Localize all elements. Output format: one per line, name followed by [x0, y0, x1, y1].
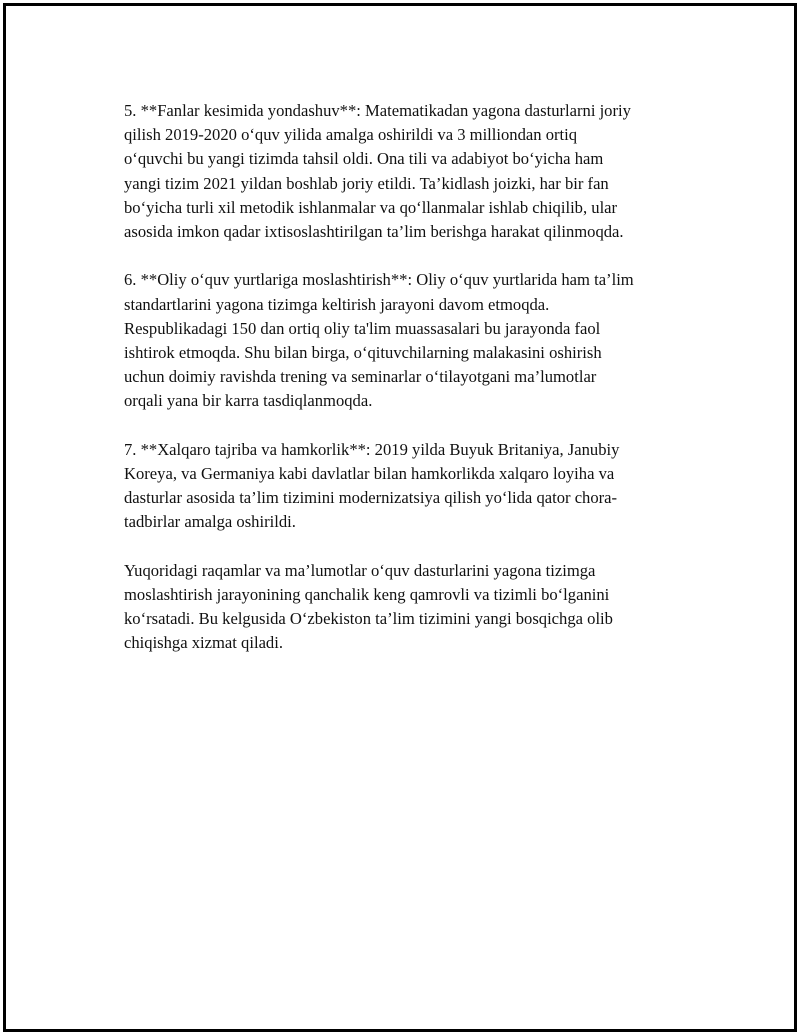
paragraph-xalqaro-tajriba: 7. **Xalqaro tajriba va hamkorlik**: 2019 yilda Buyuk Britaniya, Janubiy Koreya, va Germaniya kabi davlatlar bilan hamkorlikda xalqaro loyiha va dasturlar asosida ta’lim tizimini modernizatsiya qilish yo‘lida qator chora- tadbirlar amalga oshirildi. [124, 439, 620, 532]
paragraph-fanlar-kesimida: 5. **Fanlar kesimida yondashuv**: Matematikadan yagona dasturlarni joriy qilish 2019-2020 o‘quv yilida amalga oshirildi va 3 milliondan ortiq o‘quvchi bu yangi tizimda tahsil oldi. Ona tili va adabiyot bo‘yicha ham yangi tizim 2021 yildan boshlab joriy etildi. Ta’kidlash joizki, har bir fan bo‘yicha turli xil metodik ishlanmalar va qo‘llanmalar ishlab chiqilib, ular asosida imkon qadar ixtisoslashtirilgan ta’lim berishga harakat qilinmoqda. [124, 101, 631, 242]
page-border [3, 3, 797, 1032]
paragraph-conclusion: Yuqoridagi raqamlar va ma’lumotlar o‘quv dasturlarini yagona tizimga moslashtirish jarayonining qanchalik keng qamrovli va tizimli bo‘lganini ko‘rsatadi. Bu kelgusida O‘zbekiston ta’lim tizimini yangi bosqichga olib chiqishga xizmat qiladi. [124, 560, 613, 653]
document-body [124, 99, 704, 680]
paragraph-oliy-oquv-yurtlari: 6. **Oliy o‘quv yurtlariga moslashtirish**: Oliy o‘quv yurtlarida ham ta’lim standartlarini yagona tizimga keltirish jarayoni davom etmoqda. Respublikadagi 150 dan ortiq oliy ta'lim muassasalari bu jarayonda faol ishtirok etmoqda. Shu bilan birga, o‘qituvchilarning malakasini oshirish uchun doimiy ravishda trening va seminarlar o‘tilayotgani ma’lumotlar orqali yana bir karra tasdiqlanmoqda. [124, 270, 634, 411]
